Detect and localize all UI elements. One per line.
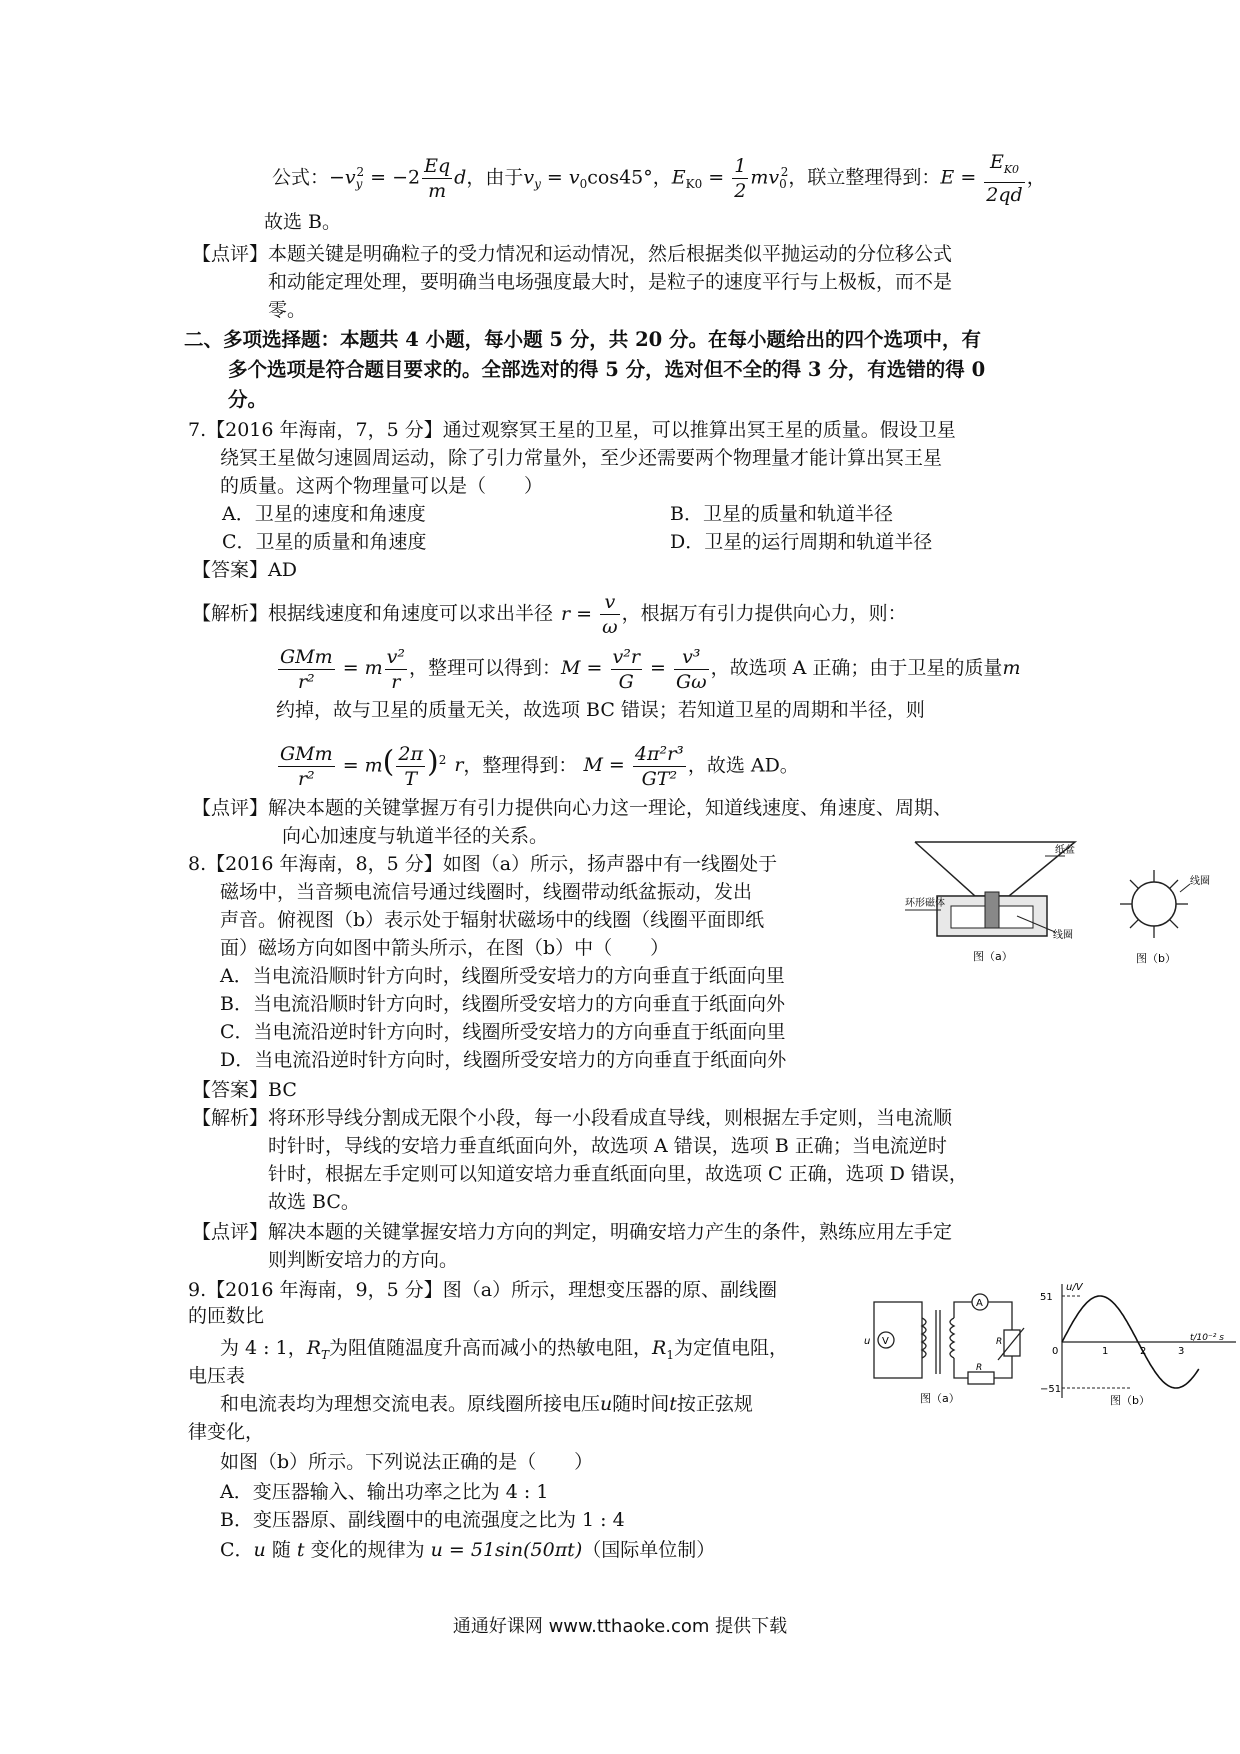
q9-c-d: （国际单位制） — [582, 1539, 716, 1561]
label-u: u — [864, 1336, 871, 1347]
q8-comment-label: 【点评】 — [192, 1221, 269, 1243]
q9-stem-2: 的匝数比 — [188, 1305, 265, 1327]
q8-stem-2: 磁场中，当音频电流信号通过线圈时，线圈带动纸盆振动，发出 — [220, 881, 753, 903]
eq2-gmm-frac: $\frac{\text{GMm}}{\text{r²}}$ — [280, 742, 333, 790]
q8-option-a: A．当电流沿顺时针方向时，线圈所受安培力的方向垂直于纸面向里 — [220, 965, 785, 987]
q9-r1: R — [652, 1337, 667, 1359]
eq-v2r-G: $\frac{\text{v²r}}{G}$ — [612, 645, 640, 693]
q8-analysis-line-1: 将环形导线分割成无限个小段，每一小段看成直导线，则根据左手定则，当电流顺 — [268, 1107, 953, 1129]
x-tick-2: 2 — [1140, 1346, 1147, 1357]
q8-analysis-line-4: 故选 BC。 — [268, 1191, 360, 1213]
q7-l2-m: m — [1002, 657, 1021, 679]
eq-eq3: = — [643, 657, 672, 679]
q8-figure-b — [1110, 868, 1220, 968]
magnet-gap-left — [951, 906, 987, 928]
y-tick-min: −51 — [1040, 1384, 1062, 1395]
q9-c-c: 变化的规律为 — [304, 1539, 431, 1561]
q9-c-b: 随 — [265, 1539, 297, 1561]
q6-comment-line-2: 和动能定理处理，要明确当电场强度最大时，是粒子的速度平行与上极板，而不是 — [268, 271, 953, 293]
eq2-cos: cos45° — [587, 166, 653, 189]
q8-comment-line-1: 解决本题的关键掌握安培力方向的判定，明确安培力产生的条件，熟练应用左手定 — [268, 1221, 953, 1243]
eq2-r: r — [454, 754, 464, 777]
q6-comment-line-1: 本题关键是明确粒子的受力情况和运动情况，然后根据类似平抛运动的分位移公式 — [268, 243, 953, 265]
q9-option-c — [220, 1536, 715, 1564]
q9-ratio: 为 4 : 1， — [220, 1337, 307, 1359]
q8-stem-3: 声音。俯视图（b）表示处于辐射状磁场中的线圈（线圈平面即纸 — [220, 909, 765, 931]
eq1-mid: = −2 — [364, 166, 421, 189]
q6-comment-line-3: 零。 — [268, 299, 307, 321]
q8-option-b: B．当电流沿顺时针方向时，线圈所受安培力的方向垂直于纸面向外 — [220, 993, 785, 1015]
section2-line-2: 多个选项是符合题目要求的。全部选对的得 5 分，选对但不全的得 3 分，有选错的得 0 — [228, 358, 986, 381]
eq3-tail: mv — [750, 166, 780, 189]
q8-stem-1: 8.【2016 年海南，8，5 分】如图（a）所示，扬声器中有一线圈处于 — [188, 853, 778, 875]
q8-option-d: D．当电流沿逆时针方向时，线圈所受安培力的方向垂直于纸面向外 — [220, 1049, 787, 1071]
eq-M: M = — [561, 657, 609, 679]
eq-r-left: r = — [561, 602, 599, 625]
leader-coil-b — [1180, 884, 1190, 892]
field-arrows — [1120, 870, 1188, 938]
q7-option-a: A．卫星的速度和角速度 — [222, 503, 426, 525]
q7-option-b: B．卫星的质量和轨道半径 — [670, 503, 893, 525]
q9-r1-desc: 为定值电阻， — [674, 1337, 789, 1359]
eq3-frac: $\frac{1}{2}$ — [734, 154, 747, 202]
q8-answer: 【答案】BC — [192, 1079, 297, 1101]
q9-l5-b: 随时间 — [612, 1393, 670, 1415]
footer: 通通好课网 www.tthaoke.com 提供下载 — [452, 1616, 788, 1637]
q8-stem-4: 面）磁场方向如图中箭头所示，在图（b）中（ ） — [220, 937, 670, 959]
transformer-coils — [922, 1310, 954, 1374]
q7-analysis-line-4: $\frac{\text{GMm}}{\text{r²}}$ = m( $\frac{2\pi}{T}$ )$^2$ r，整理得到： M = $\frac{\text{4π²r³}}{\text{GT²}}$ ，故选 AD。 — [280, 742, 799, 790]
q9-l5-c: 按正弦规 — [676, 1393, 753, 1415]
x-tick-1: 1 — [1102, 1346, 1109, 1357]
q7-comment-label: 【点评】 — [192, 797, 269, 819]
coil — [985, 892, 999, 928]
q9-c-u: u — [253, 1539, 266, 1561]
q9-option-b: B．变压器原、副线圈中的电流强度之比为 1 : 4 — [220, 1509, 625, 1531]
eq-r-frac: $\frac{v}{\omega}$ — [602, 591, 618, 638]
eq-m: = m — [336, 657, 383, 679]
fig-a-label-cone: 纸盆 — [1055, 845, 1075, 856]
q9-u: u — [600, 1393, 613, 1415]
q9-stem-6: 律变化， — [188, 1421, 265, 1443]
eq1-frac: $\frac{Eq}{m}$ — [424, 154, 451, 202]
eq2-2pi-T: $\frac{2\pi}{T}$ — [398, 742, 423, 790]
coil-ring — [1132, 882, 1176, 926]
q8-option-c: C．当电流沿逆时针方向时，线圈所受安培力的方向垂直于纸面向里 — [220, 1021, 786, 1043]
q8-analysis-line-3: 针时，根据左手定则可以知道安培力垂直纸面向里，故选项 C 正确，选项 D 错误， — [268, 1163, 968, 1185]
q9-rt: R — [306, 1337, 322, 1359]
paper-cone — [915, 842, 1075, 896]
section2-line-3: 分。 — [228, 388, 268, 411]
eq2-M: M = — [583, 754, 631, 777]
label-rt: R — [996, 1337, 1003, 1347]
q7-l2-text: ，整理可以得到： — [409, 657, 562, 679]
fig-a-label-coil: 线圈 — [1053, 930, 1073, 941]
q8-analysis-label: 【解析】 — [192, 1107, 269, 1129]
q7-l2-tail: ，故选项 A 正确；由于卫星的质量 — [710, 657, 1003, 679]
formula-text4: ， — [1026, 166, 1046, 189]
fig-b-label-coil: 线圈 — [1190, 876, 1210, 887]
x-axis-label: t/10⁻² s — [1190, 1333, 1224, 1343]
eq2-4pi-frac: $\frac{\text{4π²r³}}{\text{GT²}}$ — [634, 742, 684, 790]
eq-v2r-frac: $\frac{\text{v²}}{r}$ — [386, 645, 406, 693]
q7-answer: 【答案】AD — [192, 559, 297, 581]
q9-r1-sub: 1 — [666, 1347, 674, 1362]
label-voltmeter: V — [882, 1336, 889, 1347]
fig-b-caption: 图（b） — [1136, 952, 1176, 965]
eq2-rhs: = v — [540, 166, 580, 189]
eq1-left: −v — [329, 166, 356, 189]
q9-stem-4: 电压表 — [188, 1365, 246, 1387]
q6-formula-line: 公式：$-v_y^2 = -2$ $\frac{Eq}{m}$ d，由于$v_y = v_0\cos 45^\circ$，$E_{K0}$ = $\frac{1}{2}$ $mv_0^2$，联立整理得到：E = $\frac{E_{K0}}{2qd}$ ， — [272, 151, 1046, 206]
q9-fig-b-caption: 图（b） — [1110, 1394, 1150, 1407]
q7-stem-2: 绕冥王星做匀速圆周运动，除了引力常量外，至少还需要两个物理量才能计算出冥王星 — [220, 447, 943, 469]
q7-comment-line-2: 向心加速度与轨道半径的关系。 — [282, 825, 549, 847]
q7-l4-text: ，整理得到： — [463, 754, 578, 777]
q9-rt-desc: 为阻值随温度升高而减小的热敏电阻， — [329, 1337, 653, 1359]
q7-analysis-line-2 — [276, 642, 1020, 694]
q6-comment-label: 【点评】 — [192, 243, 269, 265]
q9-c-eq: u = 51sin(50πt) — [430, 1539, 583, 1561]
q9-c-t: t — [296, 1539, 305, 1561]
q9-t: t — [669, 1393, 677, 1415]
q9-stem-5 — [220, 1390, 753, 1418]
q7-analysis-line-3: 约掉，故与卫星的质量无关，故选项 BC 错误；若知道卫星的周期和半径，则 — [276, 699, 925, 721]
formula-text1: ，由于 — [466, 166, 524, 189]
eq-v3-Gw: $\frac{\text{v³}}{G\omega}$ — [675, 645, 707, 693]
q9-fig-a-caption: 图（a） — [920, 1392, 960, 1405]
q9-stem-7: 如图（b）所示。下列说法正确的是（ ） — [220, 1451, 594, 1473]
q8-analysis-line-2: 时针时，导线的安培力垂直纸面向外，故选项 A 错误，选项 B 正确；当电流逆时 — [268, 1135, 947, 1157]
x-tick-3: 3 — [1178, 1346, 1185, 1357]
origin-label: 0 — [1052, 1346, 1059, 1357]
q6-conclusion: 故选 B。 — [264, 211, 342, 233]
y-axis-label: u/V — [1066, 1282, 1083, 1293]
q9-option-a: A．变压器输入、输出功率之比为 4 : 1 — [220, 1481, 549, 1503]
q7-stem-1: 7.【2016 年海南，7，5 分】通过观察冥王星的卫星，可以推算出冥王星的质量。假设卫星 — [188, 419, 956, 441]
q7-option-d: D．卫星的运行周期和轨道半径 — [670, 531, 933, 553]
q7-option-c: C．卫星的质量和角速度 — [222, 531, 427, 553]
q7-stem-3: 的质量。这两个物理量可以是（ ） — [220, 475, 544, 497]
q7-analysis-label: 【解析】 — [192, 602, 269, 625]
eq2-m: = m — [336, 754, 383, 777]
q9-stem-3 — [220, 1334, 788, 1369]
eq3-eq: = — [702, 166, 731, 189]
q9-figure-b — [1040, 1278, 1240, 1408]
q9-stem-1: 9.【2016 年海南，9，5 分】图（a）所示，理想变压器的原、副线圈 — [188, 1279, 778, 1301]
q7-l4-tail: ，故选 AD。 — [687, 754, 799, 777]
magnet-gap-right — [997, 906, 1033, 928]
q9-rt-sub: T — [321, 1347, 330, 1362]
eq4-frac: $\frac{E_{K0}}{2qd}$ — [986, 151, 1023, 206]
eq1-tail: d — [454, 166, 467, 189]
formula-text2: ， — [652, 166, 672, 189]
eq2-left: v — [523, 166, 535, 189]
fig-a-label-magnet: 环形磁体 — [905, 898, 945, 909]
q9-c-a: C． — [220, 1539, 254, 1561]
formula-prefix: 公式： — [272, 166, 330, 189]
q7-analysis-text: 根据线速度和角速度可以求出半径 — [268, 602, 554, 625]
eq-gmm-frac: $\frac{\text{GMm}}{\text{r²}}$ — [280, 645, 333, 693]
label-ammeter: A — [976, 1298, 983, 1309]
q9-l5-a: 和电流表均为理想交流电表。原线圈所接电压 — [220, 1393, 601, 1415]
secondary-circuit — [954, 1294, 1024, 1384]
eq2-sq: 2 — [438, 753, 447, 767]
y-tick-max: 51 — [1040, 1292, 1053, 1303]
q7-analysis-tail: ，根据万有引力提供向心力，则： — [621, 602, 907, 625]
formula-text3: ，联立整理得到： — [788, 166, 941, 189]
q8-comment-line-2: 则判断安培力的方向。 — [268, 1249, 459, 1271]
q7-analysis-line-1 — [192, 590, 907, 639]
q7-comment-line-1: 解决本题的关键掌握万有引力提供向心力这一理论，知道线速度、角速度、周期、 — [268, 797, 953, 819]
section2-line-1: 二、多项选择题：本题共 4 小题，每小题 5 分，共 20 分。在每小题给出的四个选项中，有 — [184, 328, 982, 351]
eq3-left: E — [671, 166, 686, 189]
q9-figure-a — [860, 1290, 1030, 1410]
q8-figure-a — [905, 836, 1085, 966]
fig-a-caption: 图（a） — [973, 950, 1013, 963]
eq4-left: E = — [940, 166, 983, 189]
label-r1: R — [976, 1363, 983, 1373]
